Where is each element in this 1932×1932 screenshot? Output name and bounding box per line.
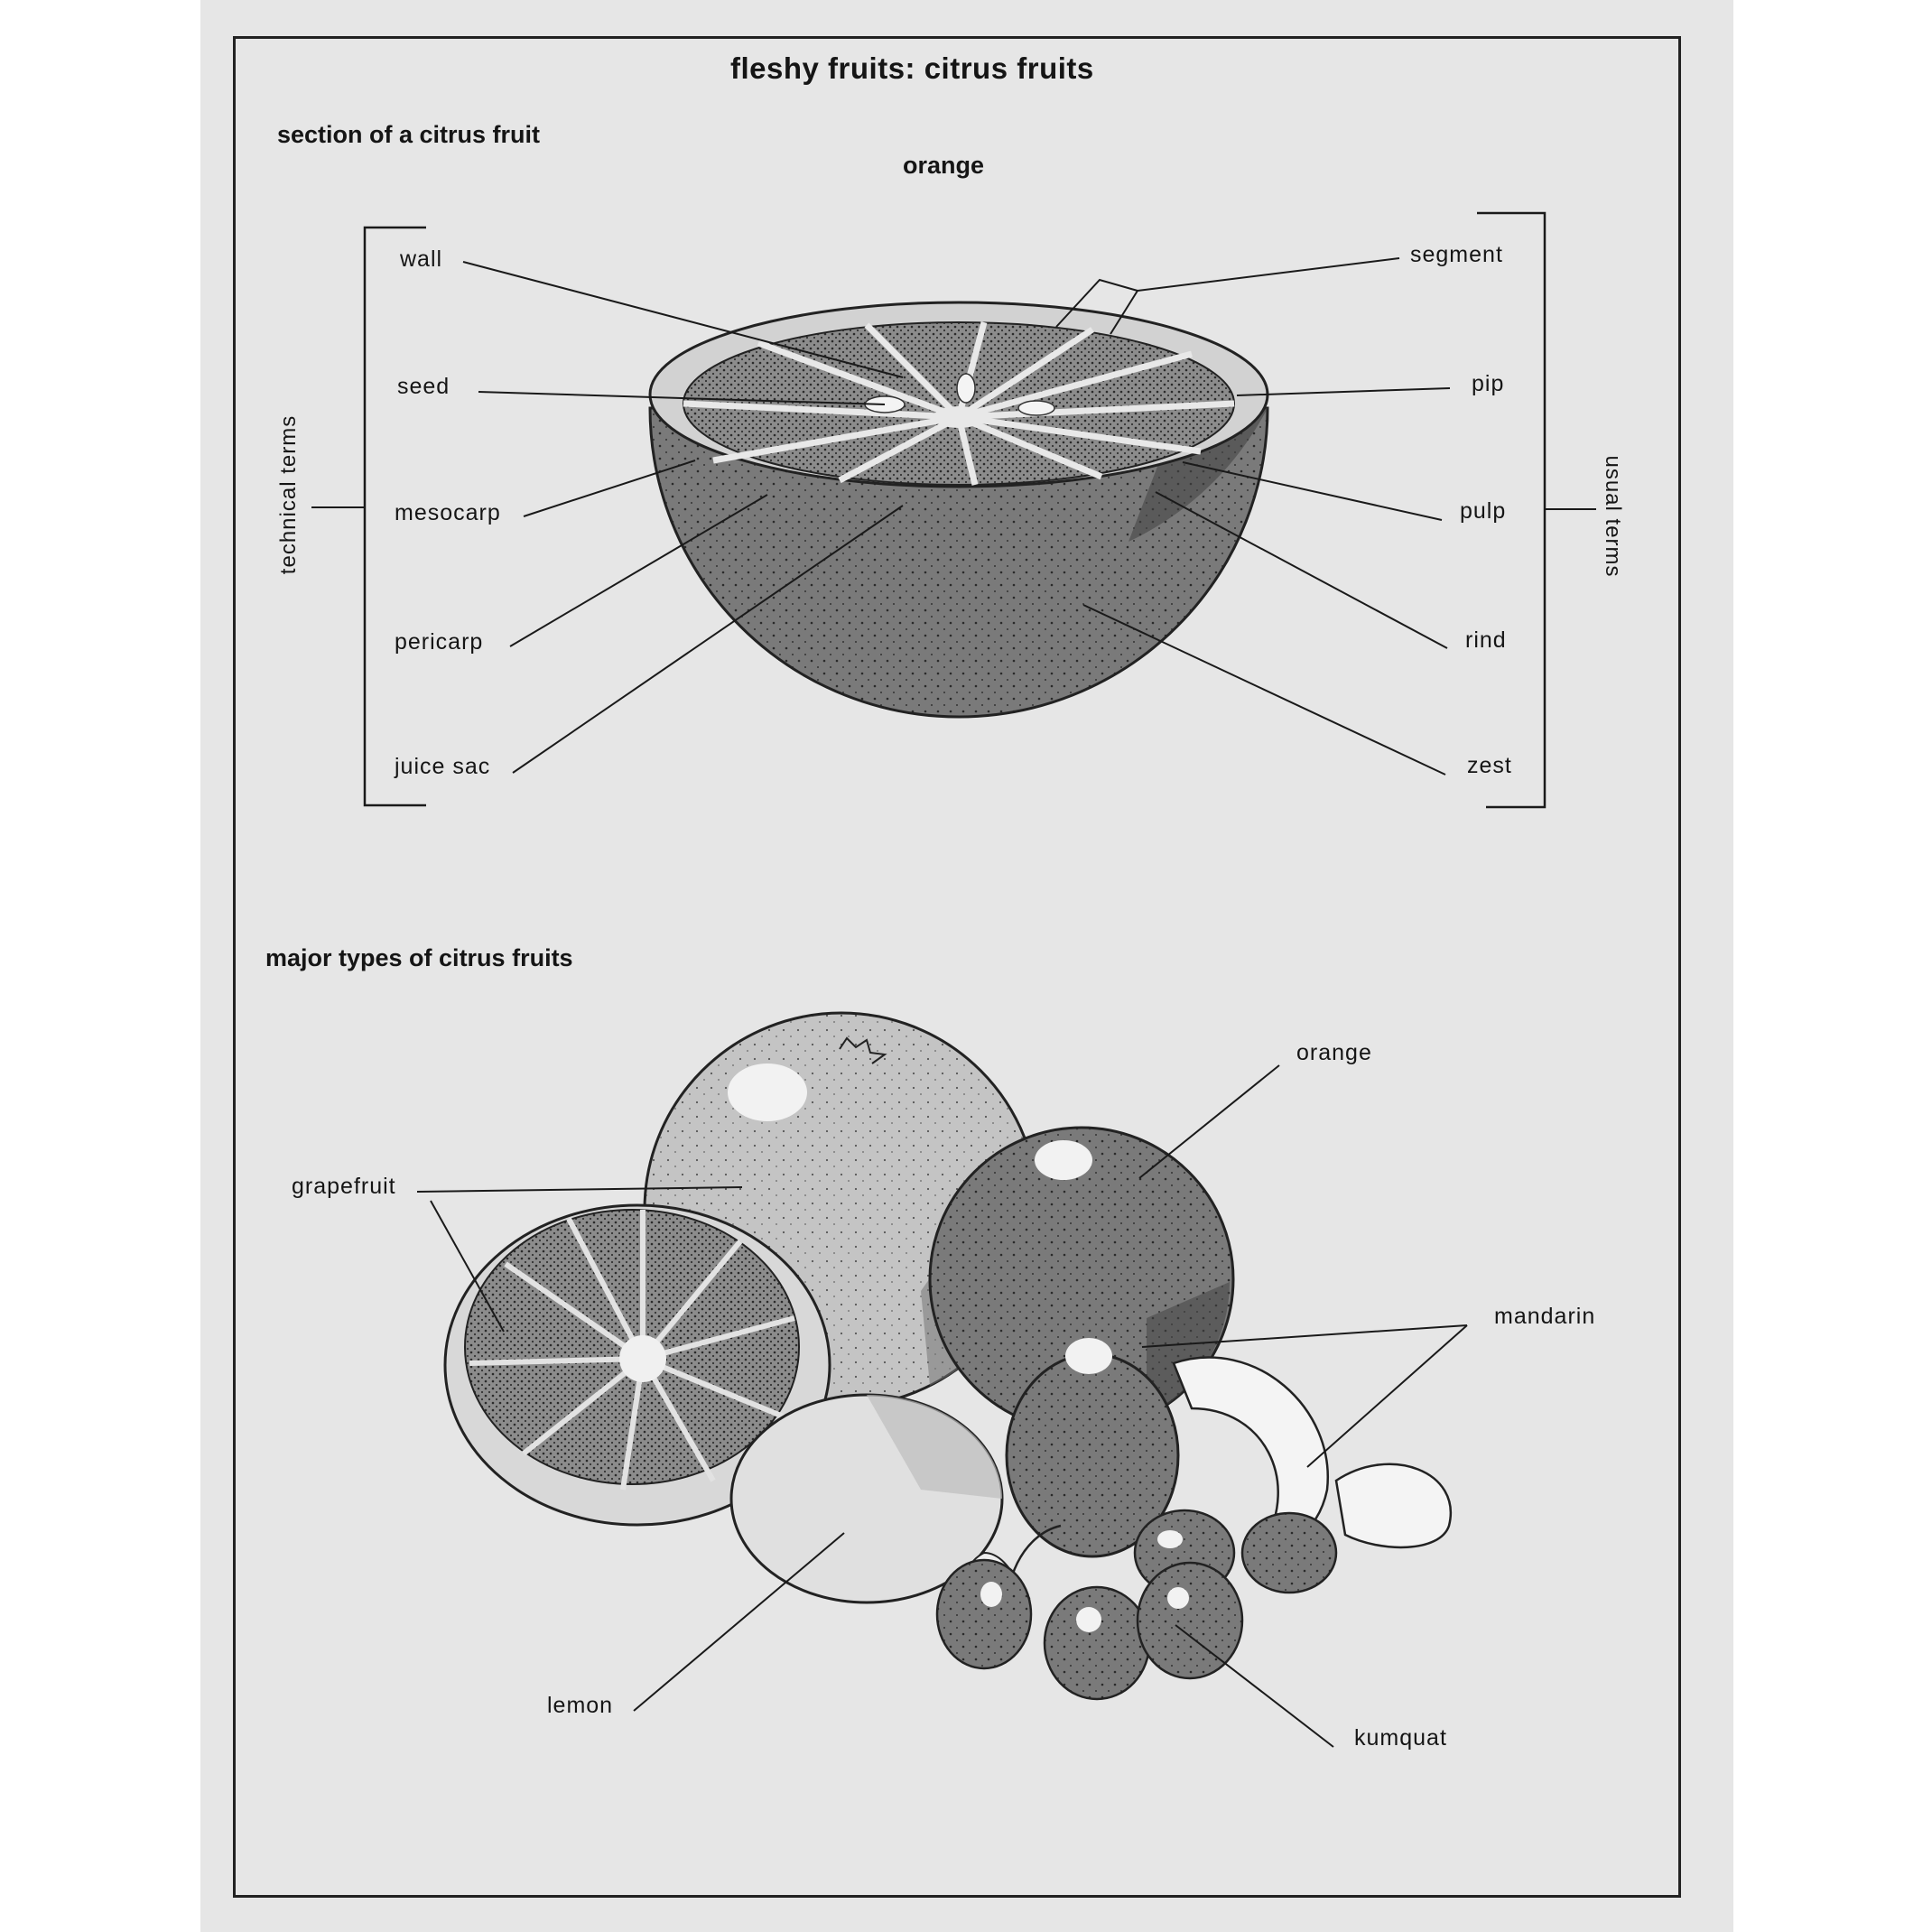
label-wall: wall <box>400 246 443 272</box>
orange-diagram-title: orange <box>903 152 985 179</box>
citrus-group-illustration <box>445 1013 1451 1699</box>
label-mandarin: mandarin <box>1494 1304 1596 1329</box>
label-rind: rind <box>1465 627 1507 653</box>
section-heading-major-types: major types of citrus fruits <box>265 944 573 971</box>
label-pip: pip <box>1472 371 1505 396</box>
label-orange-type: orange <box>1296 1040 1372 1065</box>
technical-terms-group-label: technical terms <box>276 414 301 575</box>
label-seed: seed <box>397 374 450 399</box>
label-zest: zest <box>1467 753 1512 778</box>
usual-terms-group-label: usual terms <box>1601 455 1625 578</box>
label-grapefruit: grapefruit <box>292 1174 396 1199</box>
section-heading-citrus-section: section of a citrus fruit <box>277 121 541 148</box>
label-juice-sac: juice sac <box>395 754 491 779</box>
label-pulp: pulp <box>1460 498 1507 524</box>
label-kumquat: kumquat <box>1354 1725 1447 1751</box>
page-title: fleshy fruits: citrus fruits <box>730 51 1094 85</box>
label-lemon: lemon <box>547 1693 614 1718</box>
label-pericarp: pericarp <box>395 629 484 655</box>
label-mesocarp: mesocarp <box>395 500 501 525</box>
label-segment: segment <box>1410 242 1503 267</box>
